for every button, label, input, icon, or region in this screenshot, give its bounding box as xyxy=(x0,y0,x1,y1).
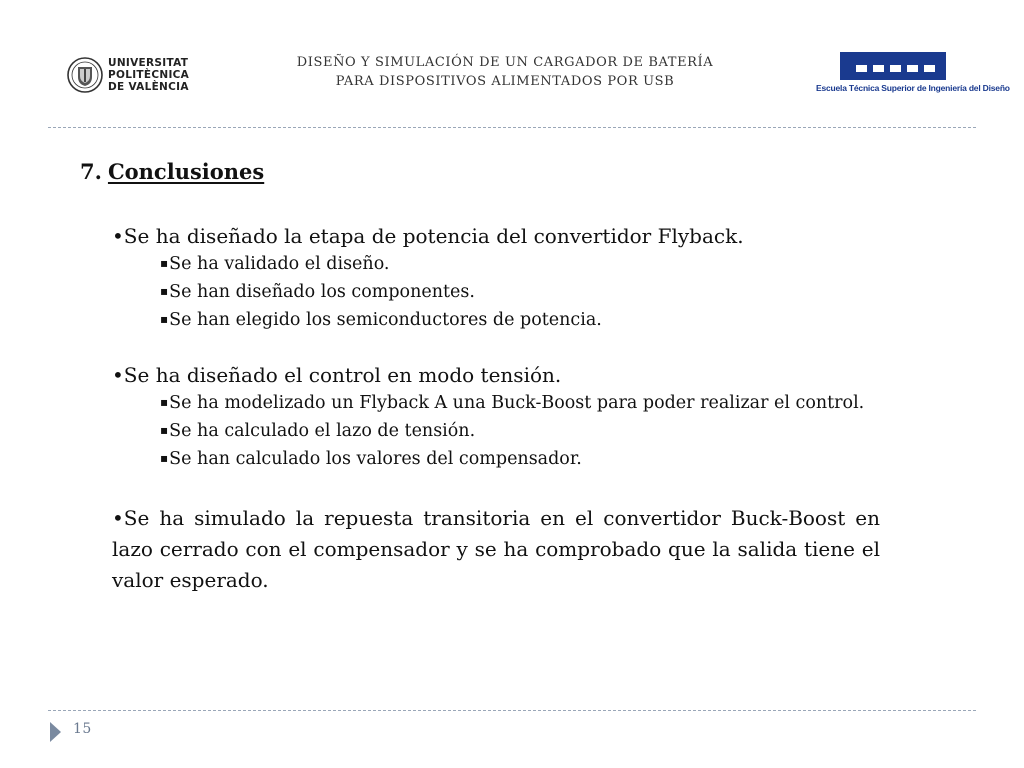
sub-bullet: ▪Se ha modelizado un Flyback A una Buck-Boost para poder realizar el control. xyxy=(160,393,865,413)
university-seal-icon xyxy=(66,55,104,95)
header-divider xyxy=(48,127,976,128)
bullet-3: •Se ha simulado la repuesta transitoria en el convertidor Buck-Boost en lazo cerrado con el compensador y se ha comprobado que la salida tiene el valor esperado. xyxy=(112,506,880,592)
sub-bullet: ▪Se ha validado el diseño. xyxy=(160,254,390,274)
presentation-title xyxy=(250,53,760,91)
university-logo xyxy=(66,55,196,99)
university-name: UNIVERSITAT POLITÈCNICA DE VALÈNCIA xyxy=(108,57,190,93)
sub-bullet: ▪Se ha calculado el lazo de tensión. xyxy=(160,421,476,441)
title-line-2: PARA DISPOSITIVOS ALIMENTADOS POR USB xyxy=(335,74,675,89)
sub-bullet: ▪Se han calculado los valores del compensador. xyxy=(160,449,582,469)
school-logo-mark xyxy=(840,52,946,80)
bullet-2: •Se ha diseñado el control en modo tensión. xyxy=(112,363,562,387)
school-logo xyxy=(812,52,1010,96)
section-heading xyxy=(80,157,264,187)
conclusions-list xyxy=(112,222,880,596)
footer-divider xyxy=(48,710,976,711)
section-number: 7. xyxy=(80,159,102,184)
triangle-icon xyxy=(50,722,61,742)
school-name: Escuela Técnica Superior de Ingeniería del Diseño xyxy=(816,83,1010,93)
sub-bullet: ▪Se han diseñado los componentes. xyxy=(160,282,475,302)
page-number: 15 xyxy=(73,721,92,737)
title-line-1: DISEÑO Y SIMULACIÓN DE UN CARGADOR DE BATERÍA xyxy=(296,55,714,70)
section-title: Conclusiones xyxy=(107,159,265,184)
sub-bullet: ▪Se han elegido los semiconductores de potencia. xyxy=(160,310,602,330)
bullet-1: •Se ha diseñado la etapa de potencia del convertidor Flyback. xyxy=(112,224,744,248)
